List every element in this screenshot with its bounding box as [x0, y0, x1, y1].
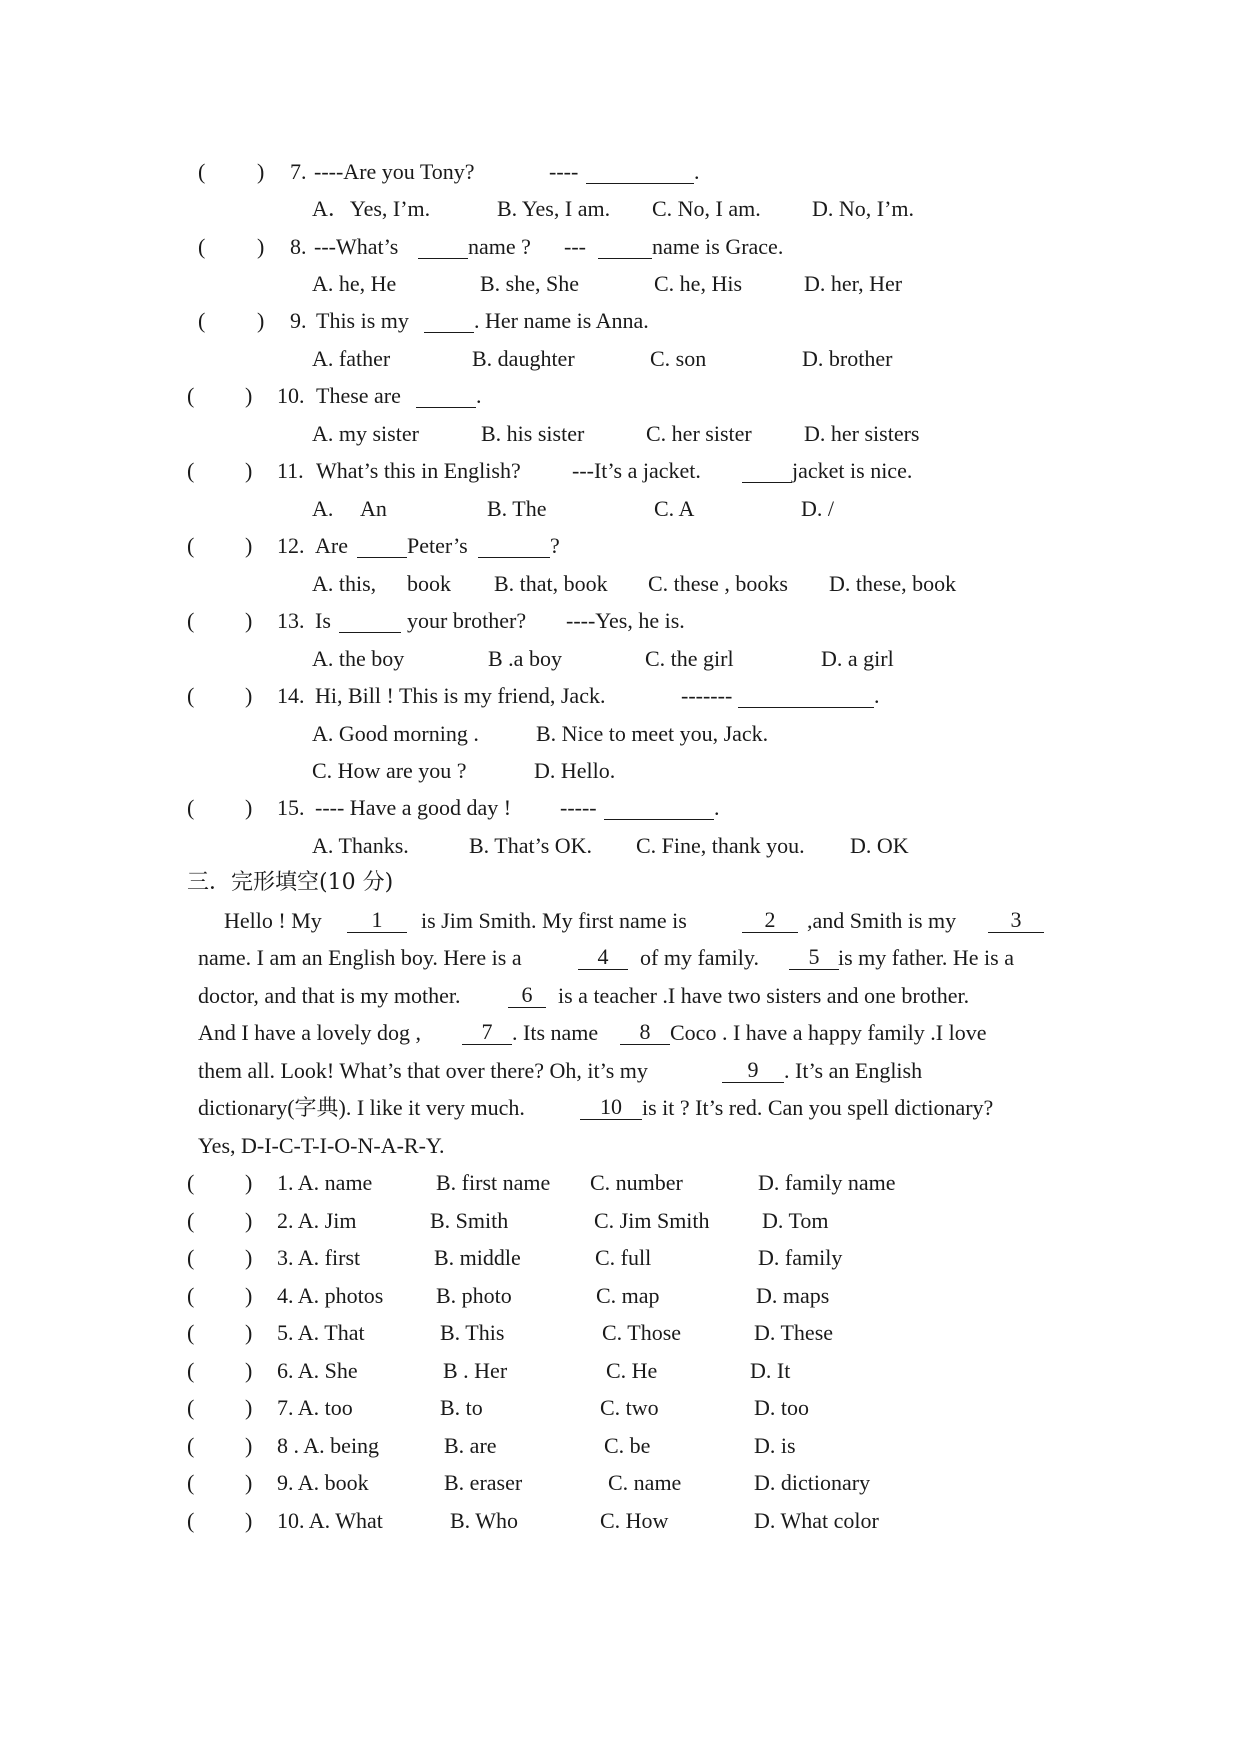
option-d: D. No, I’m. [812, 196, 915, 221]
question-10-stem [0, 377, 1241, 414]
option-a: 7. A. too [277, 1395, 353, 1420]
answer-paren-right: ) [245, 533, 253, 558]
answer-paren-left: ( [187, 1470, 195, 1495]
option-a: A. the boy [312, 646, 405, 671]
answer-paren-right: ) [245, 458, 253, 483]
option-c: C. He [606, 1358, 658, 1383]
question-text: ----Yes, he is. [566, 608, 685, 633]
question-8-options [0, 265, 1241, 302]
answer-blank [738, 683, 874, 708]
answer-paren-right: ) [245, 1433, 253, 1458]
question-text: ---It’s a jacket. [572, 458, 701, 483]
answer-paren-left: ( [187, 383, 195, 408]
answer-paren-right: ) [245, 1170, 253, 1195]
answer-paren-right: ) [245, 1470, 253, 1495]
question-number: 7. [290, 159, 307, 184]
option-a: A. Good morning . [312, 721, 479, 746]
passage-text: ,and Smith is my [807, 908, 957, 933]
option-d: D. dictionary [754, 1470, 871, 1495]
passage-text: is it ? It’s red. Can you spell dictionary? [642, 1095, 994, 1120]
question-7-stem [0, 153, 1241, 190]
question-text: . [874, 683, 880, 708]
option-b: B. daughter [472, 346, 575, 371]
answer-blank [604, 795, 714, 820]
question-text: ? [550, 533, 560, 558]
option-a: A. father [312, 346, 391, 371]
option-d: D. family name [758, 1170, 896, 1195]
option-a: 3. A. first [277, 1245, 361, 1270]
answer-paren-left: ( [187, 1358, 195, 1383]
question-text: name is Grace. [652, 234, 784, 259]
question-text: ----Are you Tony? [314, 159, 475, 184]
question-text: ---What’s [314, 234, 399, 259]
option-d: D. brother [802, 346, 893, 371]
answer-paren-right: ) [245, 1283, 253, 1308]
cloze-question-8 [0, 1427, 1241, 1464]
option-d: D. These [754, 1320, 834, 1345]
option-a: A．Yes, I’m. [312, 196, 431, 221]
answer-paren-right: ) [257, 159, 265, 184]
option-a: A. this, [312, 571, 377, 596]
passage-text: . It’s an English [784, 1058, 923, 1083]
question-10-options [0, 415, 1241, 452]
answer-paren-left: ( [187, 1283, 195, 1308]
question-9-options [0, 340, 1241, 377]
option-d: D. It [750, 1358, 791, 1383]
answer-paren-right: ) [245, 1245, 253, 1270]
passage-text: is a teacher .I have two sisters and one brother. [558, 983, 970, 1008]
option-c: C. Those [602, 1320, 682, 1345]
answer-paren-right: ) [245, 1358, 253, 1383]
question-number: 11. [277, 458, 304, 483]
question-number: 13. [277, 608, 305, 633]
passage-blank: 4 [578, 945, 628, 970]
cloze-line-4 [0, 1014, 1241, 1051]
passage-text: . Its name [512, 1020, 599, 1045]
question-text: Is [315, 608, 331, 633]
answer-paren-left: ( [187, 458, 195, 483]
question-text: Are [315, 533, 348, 558]
passage-blank: 2 [742, 908, 798, 933]
passage-text: Hello ! My [224, 908, 322, 933]
option-b: B. Yes, I am. [497, 196, 611, 221]
answer-paren-right: ) [245, 1395, 253, 1420]
answer-paren-left: ( [198, 159, 206, 184]
option-c: C. be [604, 1433, 651, 1458]
option-c: C. How [600, 1508, 669, 1533]
question-number: 10. [277, 383, 305, 408]
option-d: D. too [754, 1395, 809, 1420]
cloze-line-2 [0, 939, 1241, 976]
passage-text: doctor, and that is my mother. [198, 983, 461, 1008]
option-d: D. her sisters [804, 421, 920, 446]
option-a: 10. A. What [277, 1508, 383, 1533]
option-b: B. middle [434, 1245, 521, 1270]
option-c: C. son [650, 346, 707, 371]
option-a: 6. A. She [277, 1358, 358, 1383]
cloze-line-6 [0, 1089, 1241, 1126]
option-d: D. a girl [821, 646, 894, 671]
question-9-stem [0, 302, 1241, 339]
question-text: Peter’s [407, 533, 468, 558]
option-c: C. Jim Smith [594, 1208, 710, 1233]
option-c: C. map [596, 1283, 660, 1308]
question-text: ------- [681, 683, 733, 708]
question-11-stem [0, 452, 1241, 489]
question-text: name ? [468, 234, 531, 259]
question-text: ---- Have a good day ! [315, 795, 512, 820]
passage-text: Coco . I have a happy family .I love [670, 1020, 987, 1045]
answer-paren-left: ( [187, 608, 195, 633]
section-title: 三．完形填空(10 分) [187, 870, 394, 895]
answer-blank [742, 458, 792, 483]
option-d: D. maps [756, 1283, 830, 1308]
option-d: D. these, book [829, 571, 957, 596]
answer-blank [418, 234, 468, 259]
option-c: C. these , books [648, 571, 788, 596]
passage-blank: 6 [508, 983, 546, 1008]
question-13-stem [0, 602, 1241, 639]
option-b: B. she, She [480, 271, 579, 296]
question-text: ---- [549, 159, 579, 184]
option-a-text: book [407, 571, 451, 596]
question-text: ----- [560, 795, 597, 820]
option-d: D. family [758, 1245, 843, 1270]
cloze-question-4 [0, 1277, 1241, 1314]
option-c: C. two [600, 1395, 659, 1420]
question-12-stem [0, 527, 1241, 564]
answer-paren-right: ) [257, 234, 265, 259]
cloze-line-7 [0, 1127, 1241, 1164]
answer-paren-right: ) [245, 683, 253, 708]
passage-text: And I have a lovely dog , [198, 1020, 421, 1045]
question-text: --- [564, 234, 586, 259]
question-7-options [0, 190, 1241, 227]
option-a-text: An [360, 496, 387, 521]
passage-blank: 1 [347, 908, 407, 933]
passage-text: dictionary(字典). I like it very much. [198, 1095, 525, 1120]
option-b: B. his sister [481, 421, 585, 446]
option-b: B. That’s OK. [469, 833, 593, 858]
answer-paren-left: ( [187, 795, 195, 820]
cloze-line-1 [0, 902, 1241, 939]
answer-blank [478, 533, 550, 558]
question-15-options [0, 827, 1241, 864]
question-8-stem [0, 228, 1241, 265]
option-a: A. he, He [312, 271, 397, 296]
option-d: D. her, Her [804, 271, 903, 296]
question-number: 12. [277, 533, 305, 558]
option-b: B. The [487, 496, 547, 521]
passage-blank: 9 [722, 1058, 784, 1083]
question-text: This is my [316, 308, 409, 333]
passage-text: Yes, D-I-C-T-I-O-N-A-R-Y. [198, 1133, 445, 1158]
answer-paren-left: ( [187, 1170, 195, 1195]
option-a: 4. A. photos [277, 1283, 384, 1308]
option-a: 5. A. That [277, 1320, 365, 1345]
question-14-options-2 [0, 752, 1241, 789]
option-a: 2. A. Jim [277, 1208, 357, 1233]
answer-paren-left: ( [187, 683, 195, 708]
cloze-question-2 [0, 1202, 1241, 1239]
cloze-question-6 [0, 1352, 1241, 1389]
cloze-question-1 [0, 1164, 1241, 1201]
question-number: 8. [290, 234, 307, 259]
option-b: B. to [440, 1395, 483, 1420]
option-d: D. is [754, 1433, 796, 1458]
answer-blank [586, 159, 694, 184]
question-number: 9. [290, 308, 307, 333]
answer-paren-left: ( [187, 1508, 195, 1533]
option-a: 8 . A. being [277, 1433, 380, 1458]
answer-paren-right: ) [257, 308, 265, 333]
option-b: B. that, book [494, 571, 608, 596]
passage-text: them all. Look! What’s that over there? Oh, it’s my [198, 1058, 648, 1083]
question-15-stem [0, 789, 1241, 826]
cloze-question-9 [0, 1464, 1241, 1501]
passage-text: name. I am an English boy. Here is a [198, 945, 522, 970]
option-d: D. OK [850, 833, 909, 858]
option-b: B . Her [443, 1358, 508, 1383]
option-d: D. Tom [762, 1208, 829, 1233]
question-text: jacket is nice. [792, 458, 913, 483]
option-c: C. number [590, 1170, 683, 1195]
question-text: . [476, 383, 482, 408]
answer-paren-left: ( [198, 308, 206, 333]
answer-paren-left: ( [187, 533, 195, 558]
question-14-options-1 [0, 715, 1241, 752]
question-14-stem [0, 677, 1241, 714]
passage-text: is Jim Smith. My first name is [421, 908, 687, 933]
option-a: 9. A. book [277, 1470, 369, 1495]
cloze-question-10 [0, 1502, 1241, 1539]
option-b: B. Smith [430, 1208, 509, 1233]
answer-paren-left: ( [187, 1245, 195, 1270]
option-c: C. her sister [646, 421, 752, 446]
question-12-options [0, 565, 1241, 602]
option-b: B. Who [450, 1508, 519, 1533]
option-b: B. eraser [444, 1470, 523, 1495]
question-text: . [714, 795, 720, 820]
answer-paren-right: ) [245, 1508, 253, 1533]
question-text: . [694, 159, 700, 184]
question-text: These are [316, 383, 401, 408]
cloze-question-3 [0, 1239, 1241, 1276]
answer-blank [598, 234, 652, 259]
option-c: C. name [608, 1470, 682, 1495]
passage-text: of my family. [640, 945, 759, 970]
cloze-question-7 [0, 1389, 1241, 1426]
question-number: 14. [277, 683, 305, 708]
passage-blank: 8 [620, 1020, 670, 1045]
answer-paren-left: ( [187, 1208, 195, 1233]
option-b: B .a boy [488, 646, 562, 671]
option-b: B. Nice to meet you, Jack. [536, 721, 769, 746]
question-text: . Her name is Anna. [474, 308, 649, 333]
passage-text: is my father. He is a [838, 945, 1014, 970]
question-number: 15. [277, 795, 305, 820]
option-c: C. the girl [645, 646, 734, 671]
question-13-options [0, 640, 1241, 677]
question-text: Hi, Bill ! This is my friend, Jack. [315, 683, 606, 708]
option-c: C. A [654, 496, 695, 521]
answer-paren-right: ) [245, 383, 253, 408]
answer-blank [339, 608, 401, 633]
cloze-question-5 [0, 1314, 1241, 1351]
answer-blank [416, 383, 476, 408]
question-11-options [0, 490, 1241, 527]
option-d: D. / [801, 496, 834, 521]
option-c: C. No, I am. [652, 196, 761, 221]
answer-paren-left: ( [187, 1395, 195, 1420]
option-c: C. How are you ? [312, 758, 467, 783]
answer-blank [424, 308, 474, 333]
option-a: A. Thanks. [312, 833, 409, 858]
answer-paren-right: ) [245, 795, 253, 820]
cloze-line-5 [0, 1052, 1241, 1089]
question-text: your brother? [407, 608, 527, 633]
answer-paren-right: ) [245, 1208, 253, 1233]
option-b: B. are [444, 1433, 497, 1458]
option-a: A. my sister [312, 421, 419, 446]
option-c: C. Fine, thank you. [636, 833, 805, 858]
answer-paren-left: ( [198, 234, 206, 259]
passage-blank: 7 [462, 1020, 512, 1045]
passage-blank: 10 [580, 1095, 642, 1120]
option-a: 1. A. name [277, 1170, 373, 1195]
passage-blank: 3 [988, 908, 1044, 933]
option-d: D. What color [754, 1508, 879, 1533]
answer-paren-right: ) [245, 1320, 253, 1345]
cloze-line-3 [0, 977, 1241, 1014]
answer-paren-left: ( [187, 1320, 195, 1345]
option-c: C. he, His [654, 271, 742, 296]
option-b: B. This [440, 1320, 505, 1345]
option-c: C. full [595, 1245, 652, 1270]
answer-paren-right: ) [245, 608, 253, 633]
option-d: D. Hello. [534, 758, 616, 783]
question-text: What’s this in English? [316, 458, 521, 483]
passage-blank: 5 [789, 945, 839, 970]
answer-blank [357, 533, 407, 558]
option-b: B. first name [436, 1170, 551, 1195]
answer-paren-left: ( [187, 1433, 195, 1458]
option-a: A. [312, 496, 334, 521]
option-b: B. photo [436, 1283, 512, 1308]
